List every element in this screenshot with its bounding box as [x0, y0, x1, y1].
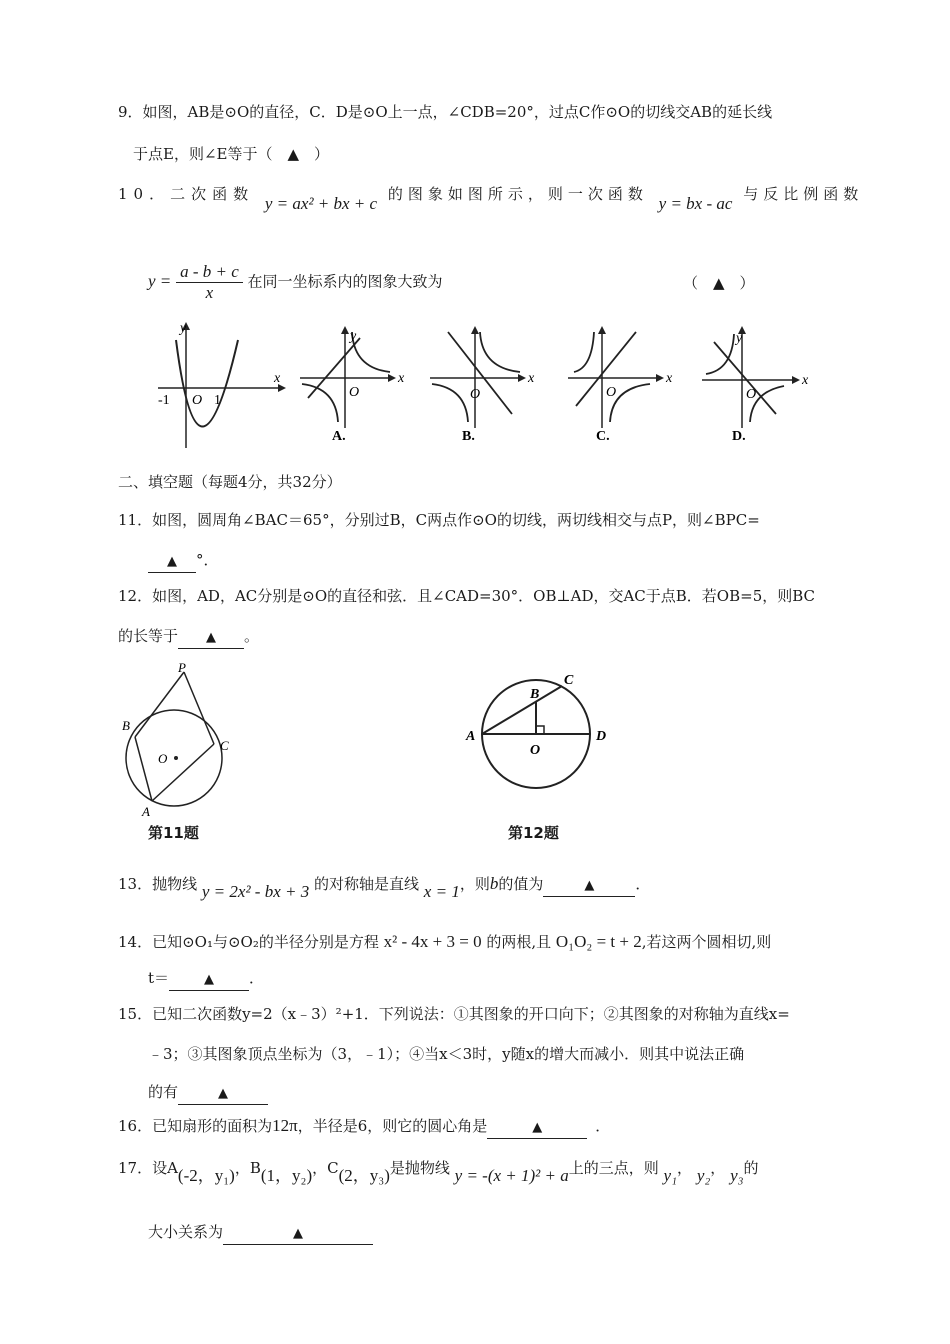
- q14-answer-blank[interactable]: ▲: [169, 970, 249, 991]
- q17-y2: y₂: [696, 1166, 711, 1185]
- q13-mid: 的对称轴是直线: [314, 875, 420, 893]
- q10-line2: [148, 262, 443, 303]
- fig12-caption: 第12题: [508, 824, 559, 842]
- q14-mid: 的两根,且: [486, 933, 552, 951]
- q12-line2: [118, 626, 259, 649]
- q11-after: °．: [196, 551, 219, 569]
- q13-suffix-pre: ，则: [459, 875, 490, 893]
- q9-line1: 9．如图，AB是⊙O的直径，C．D是⊙O上一点，∠CDB=20°，过点C作⊙O的切线交AB的延长线: [118, 103, 773, 121]
- q17-prefix: 17．设A: [118, 1159, 178, 1177]
- q10-option-d-label: D.: [732, 429, 746, 444]
- q10-graph-a-o: O: [349, 385, 360, 400]
- q16-area: 12π: [272, 1116, 298, 1135]
- q10-suffix: 与反比例函数: [743, 185, 864, 203]
- q10-graph-c-x: x: [666, 371, 673, 386]
- q13-var-b: b: [489, 874, 499, 893]
- q14-after: ．: [249, 969, 265, 987]
- q10-graph-c-o: O: [606, 385, 617, 400]
- q10-inverse-fraction: [176, 262, 243, 303]
- q10-graph-a-x: x: [398, 371, 405, 386]
- q17-point-c: (2，y₃): [338, 1166, 390, 1185]
- q10-frac-numerator: a - b + c: [176, 262, 243, 283]
- q17-comma2: ，: [710, 1159, 726, 1177]
- q15-line3-prefix: 的有: [148, 1083, 179, 1101]
- q17-mid: 是抛物线: [389, 1159, 450, 1177]
- q10-graph-d-x: x: [802, 373, 809, 388]
- q10-parabola-graph: [158, 321, 286, 448]
- q13-after: ．: [635, 875, 651, 893]
- q10-graph0-y: y: [180, 321, 187, 336]
- q10-graph-d-o: O: [746, 387, 757, 402]
- q17-comma1: ，: [677, 1159, 693, 1177]
- q10-option-a-label: A.: [332, 429, 346, 444]
- q10-graph-d-y: y: [736, 331, 743, 346]
- q12-line2-prefix: 的长等于: [118, 627, 179, 645]
- q16-mid: ，半径是6，则它的圆心角是: [297, 1117, 488, 1135]
- q10-option-b-graph: [430, 326, 535, 444]
- q14-formula: x² - 4x + 3 = 0: [383, 932, 482, 951]
- q10-option-a-graph: [300, 326, 405, 444]
- q16-line: [118, 1116, 610, 1139]
- q13-prefix: 13．抛物线: [118, 875, 198, 893]
- fig12-label-o: O: [530, 743, 541, 758]
- q10-graph0-x: x: [274, 371, 281, 386]
- q15-answer-blank[interactable]: ▲: [178, 1084, 268, 1105]
- q17-line2-prefix: 大小关系为: [148, 1223, 224, 1241]
- q17-sep1: ，B: [234, 1159, 261, 1177]
- q17-end: 的: [743, 1159, 759, 1177]
- q17-point-a: (-2，y₁): [177, 1166, 235, 1185]
- q10-graph-b-x: x: [528, 371, 535, 386]
- q12-after: 。: [244, 627, 260, 645]
- q9-line2: 于点E，则∠E等于（ ▲ ）: [133, 145, 330, 163]
- q17-y1: y₁: [663, 1166, 678, 1185]
- q13-suffix: 的值为: [498, 875, 544, 893]
- q10-graphs: [150, 318, 810, 453]
- section2-title: 二、填空题（每题4分，共32分）: [118, 473, 342, 491]
- q10-y-eq: y =: [148, 271, 172, 291]
- fig11-label-c: C: [220, 738, 229, 753]
- q10-graph-a-y: y: [350, 329, 357, 344]
- fig12-label-a: A: [466, 729, 476, 744]
- q10-graph0-o: O: [192, 393, 203, 408]
- q10-quadratic-formula: y = ax² + bx + c: [264, 194, 378, 213]
- q13-axis: x = 1: [423, 882, 460, 901]
- q16-prefix: 16．已知扇形的面积为: [118, 1117, 273, 1135]
- q12-line1: 12．如图，AD，AC分别是⊙O的直径和弦．且∠CAD=30°．OB⊥AD，交AC于点B．若OB=5，则BC: [118, 587, 816, 605]
- q17-answer-blank[interactable]: ▲: [223, 1224, 373, 1245]
- q10-option-b-label: B.: [462, 429, 475, 444]
- q10-option-d-graph: [702, 326, 809, 444]
- q13-line: [118, 874, 651, 901]
- q15-line2: ﹣3；③其图象顶点坐标为（3，﹣1）；④当x＜3时，y随x的增大而减小．则其中说法正确: [148, 1045, 745, 1063]
- q11-line2: [148, 550, 219, 573]
- q16-after: ．: [595, 1117, 611, 1135]
- q12-answer-blank[interactable]: ▲: [178, 628, 244, 649]
- q10-linear-formula: y = bx - ac: [658, 194, 733, 213]
- q10-option-c-graph: [568, 326, 673, 444]
- fig11-caption: 第11题: [148, 824, 199, 842]
- q17-suffix: 上的三点，则: [568, 1159, 659, 1177]
- q14-line2-prefix: t＝: [148, 969, 170, 987]
- q14-line1: [118, 932, 771, 952]
- fig11-label-o: O: [158, 751, 168, 766]
- q10-line1: [118, 184, 864, 213]
- q14-formula2: O₁O₂ = t + 2: [555, 932, 642, 951]
- figure-12: [462, 668, 622, 818]
- fig12-label-c: C: [564, 673, 574, 688]
- q10-frac-denominator: x: [205, 283, 214, 302]
- q11-line1: 11．如图，圆周角∠BAC＝65°，分别过B，C两点作⊙O的切线，两切线相交与点P，则∠BPC=: [118, 511, 760, 529]
- q10-graph-b-o: O: [470, 387, 481, 402]
- q17-y3: y₃: [730, 1166, 744, 1185]
- q14-suffix: ,若这两个圆相切,则: [641, 933, 772, 951]
- q14-line2: [148, 968, 264, 991]
- q17-line2: [148, 1222, 373, 1245]
- q10-graph0-one: 1: [214, 393, 221, 408]
- q10-option-c-label: C.: [596, 429, 610, 444]
- q14-prefix: 14．已知⊙O₁与⊙O₂的半径分别是方程: [118, 933, 379, 951]
- fig11-label-a: A: [142, 804, 150, 819]
- q17-sep2: ，C: [312, 1159, 339, 1177]
- q10-prefix: 10．二次函数: [118, 185, 255, 203]
- q15-line3: [148, 1082, 268, 1105]
- fig12-label-b: B: [530, 687, 540, 702]
- q17-line1: [118, 1158, 759, 1185]
- fig11-label-b: B: [122, 718, 130, 733]
- q10-mid-text: 的图象如图所示，则一次函数: [387, 185, 648, 203]
- q10-graph0-neg1: -1: [158, 393, 170, 408]
- q15-line1: 15．已知二次函数y=2（x﹣3）²+1．下列说法：①其图象的开口向下；②其图象的对称轴为直线x=: [118, 1005, 790, 1023]
- q11-answer-blank[interactable]: ▲: [148, 552, 196, 573]
- q10-line2-text: 在同一坐标系内的图象大致为: [247, 272, 443, 291]
- q13-formula: y = 2x² - bx + 3: [201, 882, 310, 901]
- fig11-label-p: P: [178, 660, 186, 675]
- fig12-label-d: D: [596, 729, 607, 744]
- q17-formula: y = -(x + 1)² + a: [454, 1166, 569, 1185]
- figure-11: [118, 660, 248, 820]
- q13-answer-blank[interactable]: ▲: [543, 876, 635, 897]
- q16-answer-blank[interactable]: ▲: [487, 1118, 587, 1139]
- q17-point-b: (1，y₂): [260, 1166, 313, 1185]
- q10-answer: （ ▲ ）: [683, 274, 755, 292]
